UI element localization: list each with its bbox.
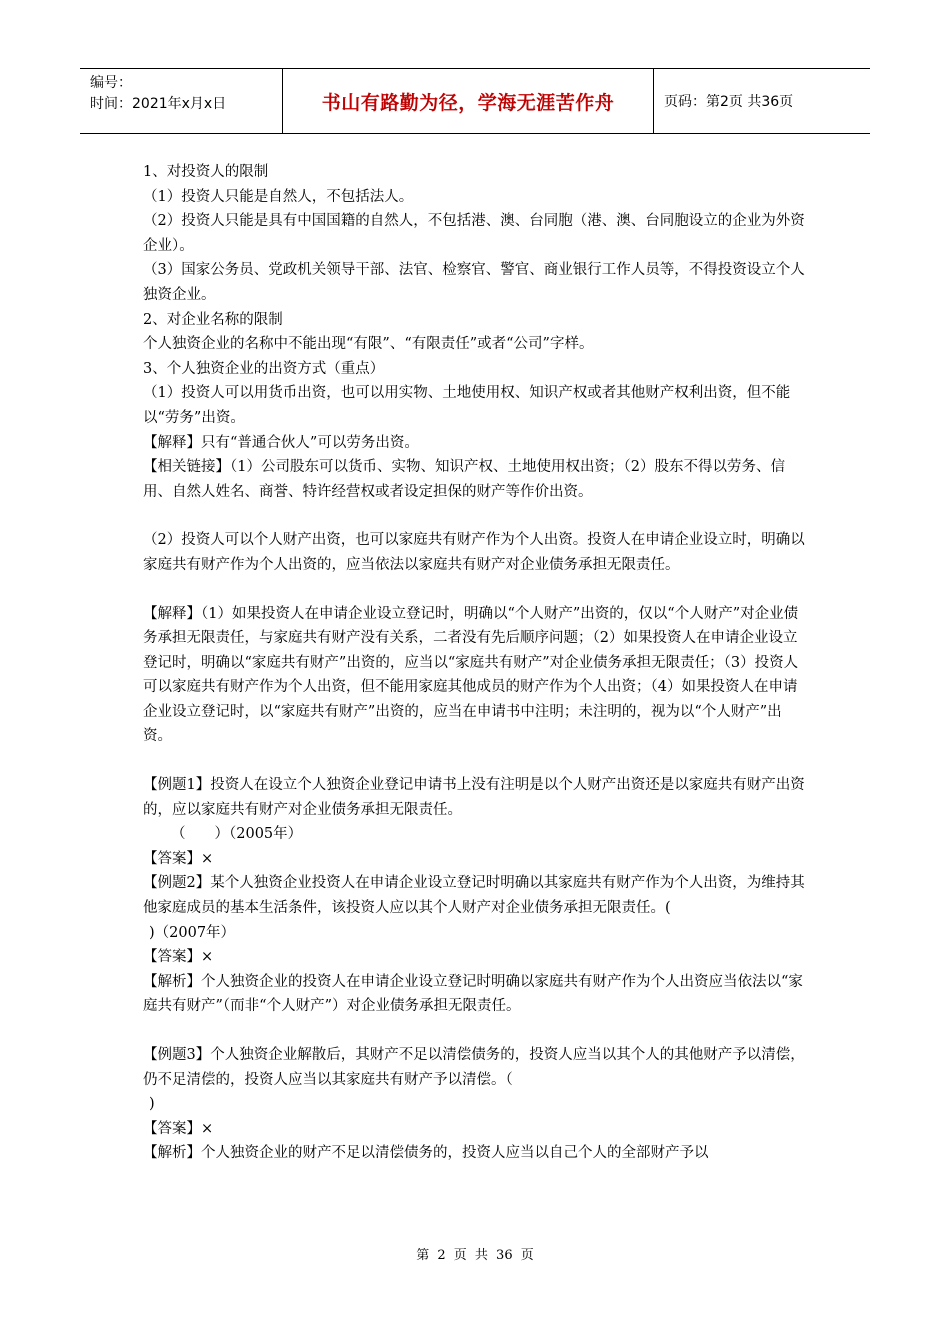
date-label: 时间：2021年x月x日 [90, 96, 227, 112]
paragraph: （2）投资人只能是具有中国国籍的自然人，不包括港、澳、台同胞（港、澳、台同胞设立的企业为外资企业）。 [143, 213, 805, 254]
answer: 【答案】× [143, 850, 214, 867]
paragraph: （1）投资人只能是自然人，不包括法人。 [143, 188, 414, 205]
example-year: )（2007年） [149, 924, 236, 941]
spacer [143, 749, 808, 773]
analysis: 【解析】个人独资企业的财产不足以清偿债务的，投资人应当以自己个人的全部财产予以 [143, 1145, 709, 1162]
paragraph: （3）国家公务员、党政机关领导干部、法官、检察官、警官、商业银行工作人员等，不得投资设立个人独资企业。 [143, 262, 805, 303]
explanation: 【解释】只有“普通合伙人”可以劳务出资。 [143, 434, 419, 451]
example-year: ) [149, 1096, 155, 1113]
header-meta [80, 69, 283, 133]
section-heading: 2、对企业名称的限制 [143, 311, 283, 328]
page-footer: 第 2 页 共 36 页 [416, 1248, 534, 1263]
spacer [143, 504, 808, 528]
example-question: 【例题2】某个人独资企业投资人在申请企业设立登记时明确以其家庭共有财产作为个人出资，为维持其他家庭成员的基本生活条件，该投资人应以其个人财产对企业债务承担无限责任。( [143, 875, 805, 917]
page-header [80, 68, 870, 134]
number-label: 编号： [90, 75, 132, 91]
spacer [143, 578, 808, 602]
page-label: 页码：第2页 共36页 [664, 94, 794, 110]
motto: 书山有路勤为径，学海无涯苦作舟 [321, 91, 615, 114]
answer: 【答案】× [143, 949, 214, 966]
section-heading: 1、对投资人的限制 [143, 164, 269, 180]
spacer [143, 1019, 808, 1043]
example-year: （ ）（2005年） [171, 826, 303, 843]
paragraph: （1）投资人可以用货币出资，也可以用实物、土地使用权、知识产权或者其他财产权利出资，但不能以“劳务”出资。 [143, 385, 791, 426]
section-heading: 3、个人独资企业的出资方式（重点） [143, 360, 385, 377]
example-question: 【例题3】个人独资企业解散后，其财产不足以清偿债务的，投资人应当以其个人的其他财产予以清偿，仍不足清偿的，投资人应当以其家庭共有财产予以清偿。（ [143, 1047, 805, 1088]
header-motto-cell [283, 69, 654, 133]
header-page-cell [654, 69, 870, 133]
answer: 【答案】× [143, 1120, 214, 1137]
document-body [143, 160, 808, 1166]
analysis: 【解析】个人独资企业的投资人在申请企业设立登记时明确以家庭共有财产作为个人出资应当依法以“家庭共有财产”（而非“个人财产”）对企业债务承担无限责任。 [143, 973, 803, 1015]
related-link: 【相关链接】（1）公司股东可以货币、实物、知识产权、土地使用权出资；（2）股东不得以劳务、信用、自然人姓名、商誉、特许经营权或者设定担保的财产等作价出资。 [143, 459, 785, 500]
paragraph: （2）投资人可以个人财产出资，也可以家庭共有财产作为个人出资。投资人在申请企业设立时，明确以家庭共有财产作为个人出资的，应当依法以家庭共有财产对企业债务承担无限责任。 [143, 532, 805, 573]
paragraph: 个人独资企业的名称中不能出现“有限”、“有限责任”或者“公司”字样。 [143, 336, 594, 353]
example-question: 【例题1】投资人在设立个人独资企业登记申请书上没有注明是以个人财产出资还是以家庭共有财产出资的，应以家庭共有财产对企业债务承担无限责任。 [143, 777, 805, 818]
explanation: 【解释】（1）如果投资人在申请企业设立登记时，明确以“个人财产”出资的，仅以“个人财产”对企业债务承担无限责任，与家庭共有财产没有关系，二者没有先后顺序问题；（2）如果投资人在申请企业设立登记时，明确以“家庭共有财产”出资的，应当以“家庭共有财产”对企业债务承担无限责任；（3）投资人可以家庭共有财产作为个人出资，但不能用家庭其他成员的财产作为个人出资；（4）如果投资人在申请企业设立登记时，以“家庭共有财产”出资的，应当在申请书中注明；未注明的，视为以“个人财产”出资。 [143, 605, 799, 745]
